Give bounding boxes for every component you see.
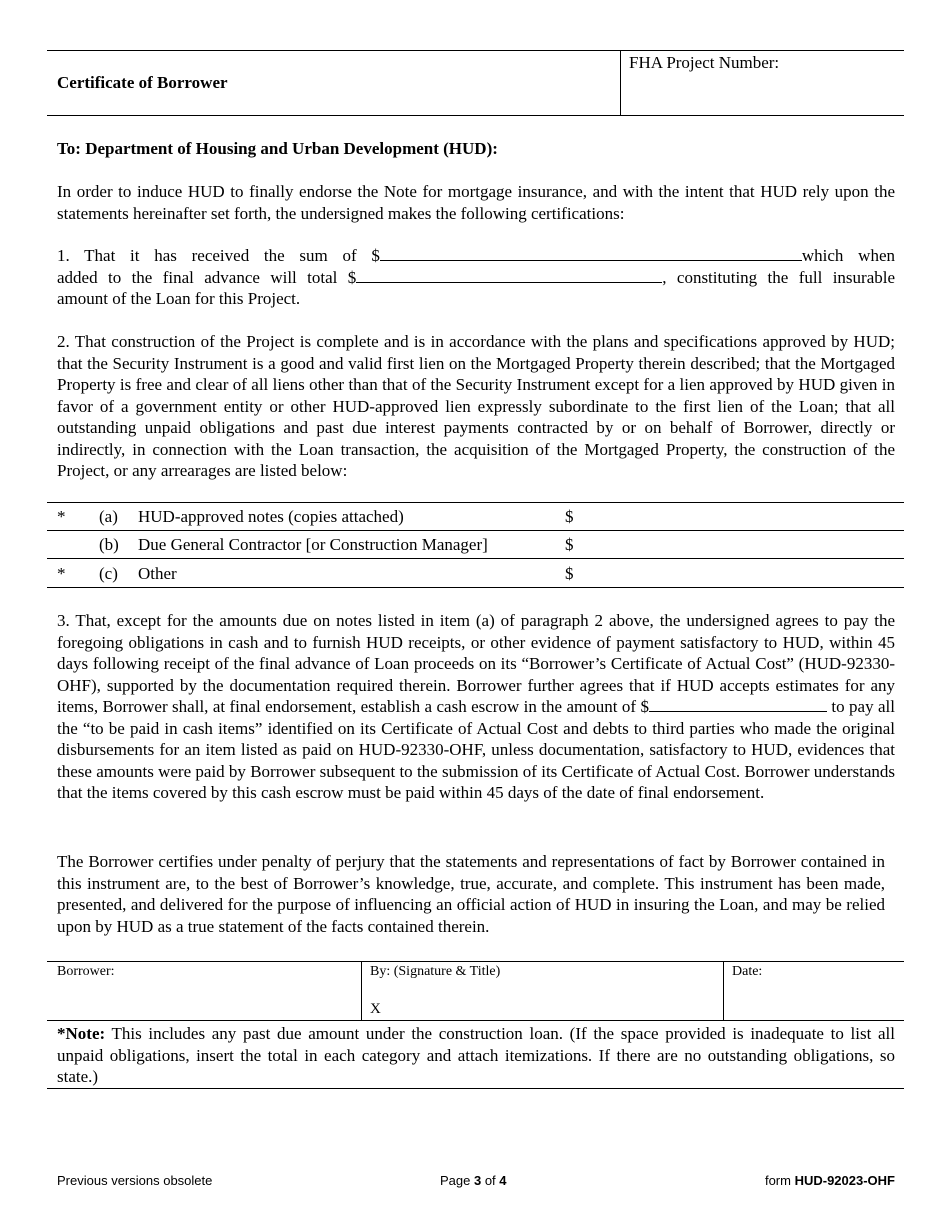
- footer-form-number: HUD-92023-OHF: [794, 1173, 895, 1188]
- note-paragraph: [57, 1023, 895, 1088]
- note-text: This includes any past due amount under the construction loan. (If the space provided is inadequate to list all unpaid obligations, insert the total in each category and attach itemizations. If there are no outstanding obligations, so state.): [57, 1024, 895, 1086]
- signature-x-mark: X: [370, 1001, 381, 1017]
- footer-page-total: 4: [499, 1173, 507, 1188]
- intro-paragraph: In order to induce HUD to finally endorse the Note for mortgage insurance, and with the intent that HUD rely upon the statements hereinafter set forth, the undersigned makes the following certifications:: [57, 182, 895, 223]
- obligation-b-currency: $: [565, 535, 574, 554]
- item1-line1-text: 1. That it has received the sum of $: [57, 246, 380, 265]
- header-bottom-rule: [47, 115, 904, 116]
- signature-rule-bottom: [47, 1020, 904, 1021]
- obligation-b-label: Due General Contractor [or Construction Manager]: [138, 535, 488, 554]
- footer-form-prefix: form: [764, 1173, 795, 1188]
- item3-text-part2: to pay all the “to be paid in cash items” identified on its Certificate of Actual Cost and debts to third parties who made the original disbursements for an item listed as paid on HUD-92330-OHF, unless documentation, satisfactory to HUD, evidences that these amounts were paid by Borrower subsequent to the submission of its Certificate of Actual Cost. Borrower understands that the items covered by this cash escrow must be paid within 45 days of the date of final endorsement.: [57, 697, 895, 802]
- certification-paragraph: The Borrower certifies under penalty of perjury that the statements and representations of fact by Borrower contained in this instrument are, to the best of Borrower’s knowledge, true, accurate, and complete. This instrument has been made, presented, and delivered for the purpose of influencing an official action of HUD in insuring the Loan, and may be relied upon by HUD as a true statement of the facts contained therein.: [57, 852, 885, 936]
- cash-escrow-amount-field[interactable]: [649, 696, 827, 712]
- note-rule-bottom: [47, 1088, 904, 1089]
- footer-form-id: [765, 1172, 895, 1189]
- obligation-a-star: *: [57, 507, 66, 526]
- sum-received-field[interactable]: [380, 245, 802, 261]
- obligation-a-letter: (a): [99, 507, 118, 526]
- obligations-rule-1: [47, 530, 904, 531]
- obligation-c-star: *: [57, 564, 66, 583]
- form-title: Certificate of Borrower: [57, 73, 228, 92]
- signature-divider-2: [723, 961, 724, 1021]
- obligation-c-currency: $: [565, 564, 574, 583]
- obligation-a-label: HUD-approved notes (copies attached): [138, 507, 404, 526]
- obligation-c-label: Other: [138, 564, 177, 583]
- item2-paragraph: 2. That construction of the Project is complete and is in accordance with the plans and specifications approved by HUD; that the Security Instrument is a good and valid first lien on the Mortgaged Property therein described; that the Mortgaged Property is free and clear of all liens other than that of the Security Instrument except for a lien approved by HUD given in favor of a government entity or other HUD-approved lien expressly subordinate to the first lien of the Loan; that all outstanding unpaid obligations and past due interest payments contracted by or on behalf of Borrower, directly or indirectly, in connection with the Loan transaction, the acquisition of the Mortgaged Property, the construction of the Project, or any arrearages are listed below:: [57, 332, 895, 480]
- date-label: Date:: [732, 964, 763, 979]
- obligations-rule-top: [47, 502, 904, 503]
- footer-page-current: 3: [473, 1173, 482, 1188]
- obligation-a-currency: $: [565, 507, 574, 526]
- obligations-rule-bottom: [47, 587, 904, 588]
- borrower-field[interactable]: [50, 983, 358, 1018]
- signature-field[interactable]: [385, 983, 720, 1018]
- fha-project-number-field[interactable]: [622, 75, 902, 113]
- borrower-label: Borrower:: [57, 964, 115, 979]
- note-label: *Note:: [57, 1024, 106, 1043]
- date-field[interactable]: [726, 983, 901, 1018]
- signature-divider-1: [361, 961, 362, 1021]
- obligation-b-letter: (b): [99, 535, 119, 554]
- item1-line2: [57, 267, 895, 289]
- header-top-rule: [47, 50, 904, 51]
- item1-line1-end: which when: [801, 246, 895, 265]
- obligations-rule-2: [47, 558, 904, 559]
- obligation-c-amount-field[interactable]: [580, 560, 900, 585]
- item3-text-part1: 3. That, except for the amounts due on notes listed in item (a) of paragraph 2 above, the undersigned agrees to pay the foregoing obligations in cash and to furnish HUD receipts, or other evidence of payment satisfactory to HUD, within 45 days following receipt of the final advance of Loan proceeds on its “Borrower’s Certificate of Actual Cost” (HUD-92330-OHF), supported by the documentation required therein. Borrower further agrees that if HUD accepts estimates for any items, Borrower shall, at final endorsement, establish a cash escrow in the amount of $: [57, 611, 895, 716]
- addressee: To: Department of Housing and Urban Development (HUD):: [57, 139, 498, 158]
- footer-page-number: [440, 1172, 507, 1189]
- obligation-c-letter: (c): [99, 564, 118, 583]
- obligation-b-amount-field[interactable]: [580, 532, 900, 556]
- fha-project-number-label: FHA Project Number:: [629, 53, 780, 72]
- item1-line1: [57, 245, 895, 267]
- footer-versions-note: Previous versions obsolete: [57, 1173, 213, 1188]
- footer-page-of: of: [481, 1173, 500, 1188]
- total-amount-field[interactable]: [356, 267, 662, 283]
- item3-paragraph: [57, 610, 895, 804]
- header-divider: [620, 50, 621, 116]
- item1-line2-text: added to the final advance will total $: [57, 268, 357, 287]
- item1-line2-end: , constituting the full insurable: [662, 268, 896, 287]
- signature-title-label: By: (Signature & Title): [370, 964, 501, 979]
- footer-page-word: Page: [440, 1173, 474, 1188]
- item1-line3: amount of the Loan for this Project.: [57, 289, 301, 308]
- obligation-a-amount-field[interactable]: [580, 504, 900, 528]
- signature-rule-top: [47, 961, 904, 962]
